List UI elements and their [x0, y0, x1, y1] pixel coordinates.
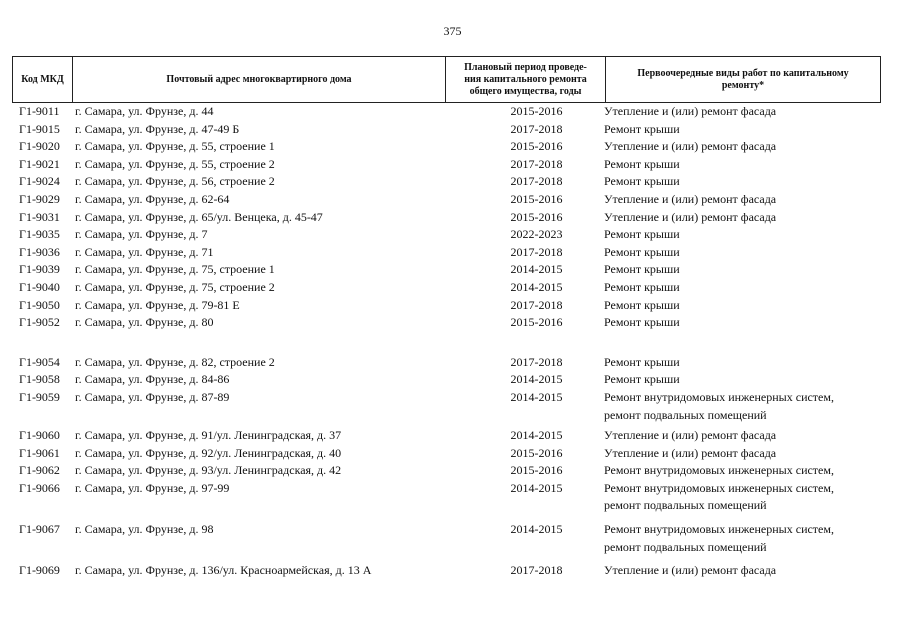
row-works-line: Ремонт крыши [604, 174, 680, 189]
row-code: Г1-9050 [19, 297, 60, 312]
row-works [599, 389, 889, 424]
row-period: 2014-2015 [510, 522, 563, 537]
row-works-line: Утепление и (или) ремонт фасада [604, 445, 777, 460]
row-code: Г1-9061 [19, 445, 60, 460]
row-works [599, 521, 889, 556]
header-works [606, 57, 881, 102]
row-code: Г1-9062 [19, 463, 60, 478]
row-works-line: Ремонт крыши [604, 244, 680, 259]
row-code: Г1-9039 [19, 262, 60, 277]
row-works [599, 209, 889, 227]
row-works-line: Утепление и (или) ремонт фасада [604, 428, 777, 443]
row-code: Г1-9029 [19, 191, 60, 206]
row-address: г. Самара, ул. Фрунзе, д. 55, строение 2 [75, 156, 275, 171]
row-address: г. Самара, ул. Фрунзе, д. 84-86 [75, 372, 230, 387]
row-works [599, 244, 889, 262]
row-code: Г1-9066 [19, 480, 60, 495]
row-works [599, 121, 889, 139]
row-works-line: Утепление и (или) ремонт фасада [604, 139, 777, 154]
row-works [599, 480, 889, 515]
row-period: 2017-2018 [510, 297, 563, 312]
row-period: 2015-2016 [510, 139, 563, 154]
row-address: г. Самара, ул. Фрунзе, д. 80 [75, 315, 214, 330]
row-works [599, 427, 889, 445]
row-works [599, 371, 889, 389]
row-address: г. Самара, ул. Фрунзе, д. 97-99 [75, 480, 230, 495]
row-works-line: Ремонт внутридомовых инженерных систем, [604, 463, 834, 478]
row-address: г. Самара, ул. Фрунзе, д. 91/ул. Ленинградская, д. 37 [75, 428, 342, 443]
table-row [0, 427, 905, 445]
row-address: г. Самара, ул. Фрунзе, д. 7 [75, 227, 208, 242]
row-works-line: Ремонт крыши [604, 156, 680, 171]
row-code: Г1-9020 [19, 139, 60, 154]
row-address: г. Самара, ул. Фрунзе, д. 62-64 [75, 191, 230, 206]
row-period: 2015-2016 [510, 445, 563, 460]
table-row [0, 121, 905, 139]
row-period: 2014-2015 [510, 480, 563, 495]
row-code: Г1-9054 [19, 354, 60, 369]
row-address: г. Самара, ул. Фрунзе, д. 71 [75, 244, 214, 259]
table-row [0, 138, 905, 156]
table-row [0, 371, 905, 389]
row-works-line: Ремонт крыши [604, 279, 680, 294]
row-period: 2022-2023 [510, 227, 563, 242]
row-address: г. Самара, ул. Фрунзе, д. 56, строение 2 [75, 174, 275, 189]
row-address: г. Самара, ул. Фрунзе, д. 47-49 Б [75, 121, 240, 136]
row-address: г. Самара, ул. Фрунзе, д. 98 [75, 522, 214, 537]
row-code: Г1-9021 [19, 156, 60, 171]
row-address: г. Самара, ул. Фрунзе, д. 93/ул. Ленинградская, д. 42 [75, 463, 342, 478]
table-row [0, 480, 905, 515]
row-works [599, 138, 889, 156]
header-address: Почтовый адрес многоквартирного дома [73, 57, 446, 102]
table-row [0, 462, 905, 480]
row-period: 2015-2016 [510, 209, 563, 224]
row-period: 2017-2018 [510, 156, 563, 171]
row-address: г. Самара, ул. Фрунзе, д. 82, строение 2 [75, 354, 275, 369]
row-period: 2015-2016 [510, 104, 563, 118]
header-period-line: общего имущества, годы [469, 85, 582, 97]
row-code: Г1-9058 [19, 372, 60, 387]
table-row [0, 103, 905, 121]
row-code: Г1-9035 [19, 227, 60, 242]
row-period: 2017-2018 [510, 174, 563, 189]
row-code: Г1-9015 [19, 121, 60, 136]
table-row [0, 173, 905, 191]
row-period: 2015-2016 [510, 463, 563, 478]
row-works [599, 462, 889, 480]
row-works [599, 103, 889, 121]
row-works-line: Утепление и (или) ремонт фасада [604, 209, 777, 224]
row-period: 2017-2018 [510, 121, 563, 136]
row-works [599, 445, 889, 463]
row-works-line: Ремонт крыши [604, 121, 680, 136]
table-row [0, 261, 905, 279]
row-works-line: Утепление и (или) ремонт фасада [604, 191, 777, 206]
row-period: 2014-2015 [510, 372, 563, 387]
row-period: 2017-2018 [510, 244, 563, 259]
row-works-line: Ремонт внутридомовых инженерных систем, [604, 389, 834, 404]
row-address: г. Самара, ул. Фрунзе, д. 55, строение 1 [75, 139, 275, 154]
row-works-line: Ремонт крыши [604, 227, 680, 242]
row-address: г. Самара, ул. Фрунзе, д. 87-89 [75, 389, 230, 404]
table-row [0, 279, 905, 297]
row-works-line: Ремонт крыши [604, 262, 680, 277]
header-period [446, 57, 606, 102]
row-works [599, 297, 889, 315]
row-works-line: ремонт подвальных помещений [604, 539, 767, 554]
row-works-line: Ремонт крыши [604, 297, 680, 312]
row-works [599, 156, 889, 174]
header-period-line: ния капитального ремонта [464, 73, 587, 85]
row-code: Г1-9067 [19, 522, 60, 537]
table-row [0, 562, 905, 580]
row-address: г. Самара, ул. Фрунзе, д. 136/ул. Красноармейская, д. 13 А [75, 563, 372, 578]
table-row [0, 156, 905, 174]
row-code: Г1-9059 [19, 389, 60, 404]
row-works [599, 279, 889, 297]
row-works-line: Ремонт внутридомовых инженерных систем, [604, 522, 834, 537]
header-code: Код МКД [13, 57, 73, 102]
row-works [599, 261, 889, 279]
row-works [599, 226, 889, 244]
table-row [0, 297, 905, 315]
row-works-line: Ремонт крыши [604, 354, 680, 369]
row-code: Г1-9052 [19, 315, 60, 330]
row-works-line: Ремонт крыши [604, 372, 680, 387]
table-row [0, 354, 905, 372]
row-works [599, 354, 889, 372]
row-code: Г1-9040 [19, 279, 60, 294]
header-works-line: ремонту* [721, 79, 765, 91]
table-row [0, 521, 905, 556]
row-code: Г1-9031 [19, 209, 60, 224]
row-period: 2014-2015 [510, 389, 563, 404]
row-period: 2015-2016 [510, 315, 563, 330]
row-address: г. Самара, ул. Фрунзе, д. 75, строение 2 [75, 279, 275, 294]
row-period: 2014-2015 [510, 428, 563, 443]
row-period: 2014-2015 [510, 262, 563, 277]
row-works-line: Утепление и (или) ремонт фасада [604, 104, 777, 118]
row-address: г. Самара, ул. Фрунзе, д. 65/ул. Венцека, д. 45-47 [75, 209, 323, 224]
row-address: г. Самара, ул. Фрунзе, д. 75, строение 1 [75, 262, 275, 277]
row-works-line: ремонт подвальных помещений [604, 407, 767, 422]
table-row [0, 389, 905, 424]
row-works-line: Ремонт крыши [604, 315, 680, 330]
row-works [599, 562, 889, 580]
row-code: Г1-9024 [19, 174, 60, 189]
row-code: Г1-9036 [19, 244, 60, 259]
table-row [0, 445, 905, 463]
row-works-line: Утепление и (или) ремонт фасада [604, 563, 777, 578]
table-body [0, 103, 905, 580]
row-works [599, 314, 889, 332]
table-row [0, 191, 905, 209]
row-works [599, 191, 889, 209]
row-works-line: Ремонт внутридомовых инженерных систем, [604, 480, 834, 495]
row-address: г. Самара, ул. Фрунзе, д. 79-81 Е [75, 297, 240, 312]
row-period: 2015-2016 [510, 191, 563, 206]
table-header [12, 56, 881, 103]
row-code: Г1-9069 [19, 563, 60, 578]
row-period: 2014-2015 [510, 279, 563, 294]
row-works [599, 173, 889, 191]
row-address: г. Самара, ул. Фрунзе, д. 44 [75, 104, 214, 118]
row-period: 2017-2018 [510, 354, 563, 369]
row-code: Г1-9060 [19, 428, 60, 443]
table-row [0, 314, 905, 332]
row-address: г. Самара, ул. Фрунзе, д. 92/ул. Ленинградская, д. 40 [75, 445, 342, 460]
header-period-line: Плановый период проведе- [464, 61, 587, 73]
page-number: 375 [443, 24, 462, 38]
row-period: 2017-2018 [510, 563, 563, 578]
row-works-line: ремонт подвальных помещений [604, 498, 767, 513]
row-code: Г1-9011 [19, 104, 60, 118]
table-row [0, 226, 905, 244]
table-row [0, 209, 905, 227]
table-row [0, 244, 905, 262]
header-works-line: Первоочередные виды работ по капитальному [637, 67, 849, 79]
